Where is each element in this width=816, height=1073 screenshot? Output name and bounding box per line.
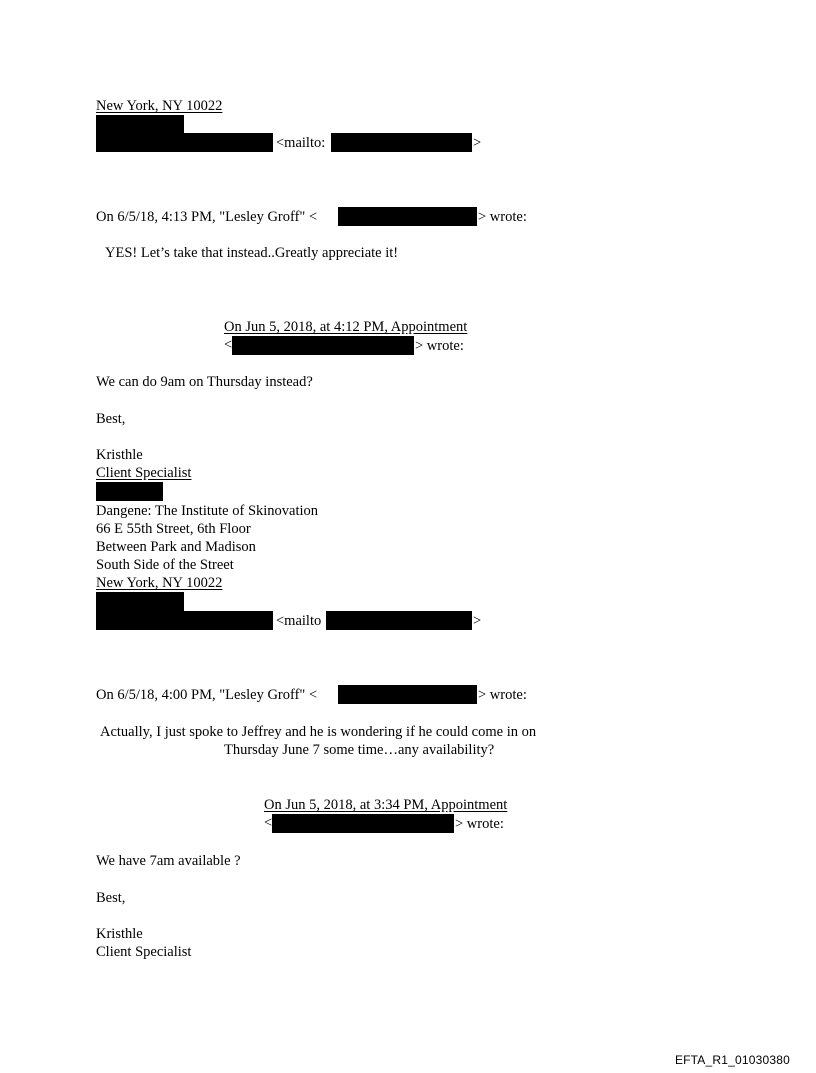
quote-header: On Jun 5, 2018, at 3:34 PM, Appointment [264, 797, 508, 813]
quote-header-suffix: > wrote: [415, 338, 464, 354]
reply-header-prefix: On 6/5/18, 4:13 PM, "Lesley Groff" < [96, 209, 318, 225]
reply-body: YES! Let’s take that instead..Greatly appreciate it! [105, 245, 399, 261]
redaction-box [331, 133, 472, 152]
reply-header-prefix: On 6/5/18, 4:00 PM, "Lesley Groff" < [96, 687, 318, 703]
mailto-open: <mailto: [276, 135, 326, 151]
redaction-box [232, 336, 414, 355]
quote-open-bracket: < [224, 337, 233, 353]
address-line: New York, NY 10022 [96, 98, 223, 114]
redaction-box [96, 592, 184, 611]
signature-name: Kristhle [96, 447, 143, 463]
signature-company: Dangene: The Institute of Skinovation [96, 503, 319, 519]
quote-header: On Jun 5, 2018, at 4:12 PM, Appointment [224, 319, 468, 335]
redaction-box [272, 814, 454, 833]
redaction-box [326, 611, 472, 630]
signature-title: Client Specialist [96, 944, 192, 960]
reply-body-line2: Thursday June 7 some time…any availability? [224, 742, 495, 758]
mailto-close: > [473, 135, 482, 151]
redaction-box [338, 685, 477, 704]
redaction-box [96, 133, 273, 152]
signature-title: Client Specialist [96, 465, 192, 481]
message-closing: Best, [96, 890, 126, 906]
redaction-box [96, 611, 273, 630]
signature-street: 66 E 55th Street, 6th Floor [96, 521, 251, 537]
reply-body-line1: Actually, I just spoke to Jeffrey and he is wondering if he could come in on [100, 724, 537, 740]
signature-side: South Side of the Street [96, 557, 234, 573]
reply-header-suffix: > wrote: [478, 687, 527, 703]
mailto-close: > [473, 613, 482, 629]
quote-header-suffix: > wrote: [455, 816, 504, 832]
redaction-box [96, 482, 163, 501]
signature-cross-streets: Between Park and Madison [96, 539, 256, 555]
message-body: We can do 9am on Thursday instead? [96, 374, 313, 390]
signature-name: Kristhle [96, 926, 143, 942]
message-closing: Best, [96, 411, 126, 427]
mailto-open: <mailto [276, 613, 322, 629]
redaction-box [96, 115, 184, 134]
document-id: EFTA_R1_01030380 [674, 1053, 790, 1067]
message-body: We have 7am available ? [96, 853, 241, 869]
signature-city: New York, NY 10022 [96, 575, 223, 591]
redaction-box [338, 207, 477, 226]
quote-open-bracket: < [264, 815, 273, 831]
reply-header-suffix: > wrote: [478, 209, 527, 225]
